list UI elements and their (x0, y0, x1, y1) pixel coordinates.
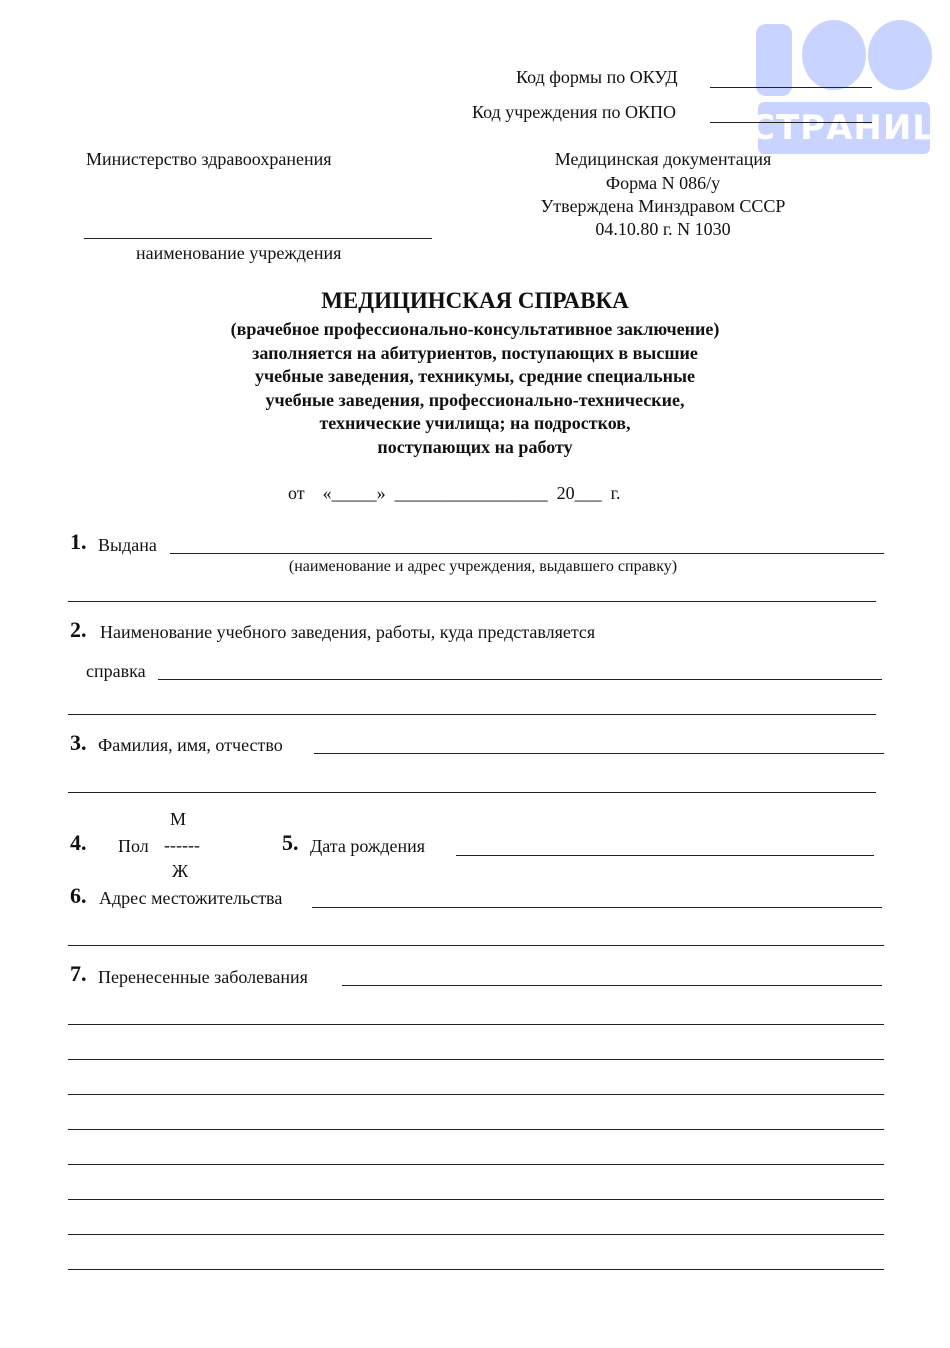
address-field-line-2[interactable] (68, 945, 884, 946)
date-year-field[interactable]: ___ (574, 483, 602, 503)
diseases-field[interactable] (342, 985, 882, 986)
full-name-field[interactable] (314, 753, 884, 754)
field-3-label: Фамилия, имя, отчество (98, 735, 283, 755)
destination-field[interactable] (158, 679, 882, 680)
diseases-field-line[interactable] (68, 1164, 884, 1165)
sex-male-option[interactable]: М (170, 809, 187, 829)
address-field[interactable] (312, 907, 882, 908)
title-line: учебные заведения, техникумы, средние специальные (254, 366, 696, 386)
okpo-label: Код учреждения по ОКПО (472, 102, 677, 122)
date-day-field[interactable]: _____ (331, 483, 377, 503)
issued-by-field-line-2[interactable] (68, 601, 876, 602)
diseases-field-line[interactable] (68, 1234, 884, 1235)
approval-date: 04.10.80 г. N 1030 (595, 219, 731, 239)
institution-field[interactable] (84, 238, 432, 239)
title-line: заполняется на абитуриентов, поступающих в высшие (252, 342, 698, 363)
issued-by-field[interactable] (170, 553, 884, 554)
date-prefix: от (288, 483, 305, 503)
sex-divider: ------ (164, 835, 200, 855)
title-line: поступающих на работу (377, 436, 573, 457)
field-2-label: Наименование учебного заведения, работы, куда представляется (100, 622, 596, 642)
full-name-field-line-2[interactable] (68, 792, 876, 793)
watermark-logo (750, 18, 945, 150)
page-title: МЕДИЦИНСКАЯ СПРАВКА (321, 288, 629, 313)
approved-by: Утверждена Минздравом СССР (540, 196, 786, 216)
diseases-field-line[interactable] (68, 1199, 884, 1200)
date-suffix: г. (610, 483, 621, 503)
title-line: учебные заведения, профессионально-технические, (265, 389, 685, 410)
okud-field[interactable] (710, 87, 872, 88)
diseases-field-line[interactable] (68, 1059, 884, 1060)
okpo-field[interactable] (710, 122, 872, 123)
date-line (288, 482, 621, 504)
date-year-prefix: 20 (556, 483, 575, 503)
title-description (0, 318, 950, 459)
field-4-label: Пол (118, 836, 149, 856)
okud-label: Код формы по ОКУД (516, 67, 678, 87)
field-7-label: Перенесенные заболевания (98, 967, 308, 987)
diseases-field-line[interactable] (68, 1024, 884, 1025)
field-1-number: 1. (70, 529, 87, 554)
destination-field-line-2[interactable] (68, 714, 876, 715)
field-6-label: Адрес местожительства (99, 888, 283, 908)
diseases-field-line[interactable] (68, 1269, 884, 1270)
field-1-caption: (наименование и адрес учреждения, выдавшего справку) (288, 558, 678, 575)
date-month-field[interactable]: _________________ (394, 483, 548, 503)
field-2-label-cont: справка (86, 661, 146, 681)
institution-caption: наименование учреждения (136, 243, 342, 263)
field-5-number: 5. (282, 830, 299, 855)
diseases-field-line[interactable] (68, 1094, 884, 1095)
field-3-number: 3. (70, 730, 87, 755)
diseases-field-line[interactable] (68, 1129, 884, 1130)
birth-date-field[interactable] (456, 855, 874, 856)
date-close-quote: » (376, 483, 386, 503)
field-1-label: Выдана (98, 535, 157, 555)
field-4-number: 4. (70, 830, 87, 855)
field-7-number: 7. (70, 961, 87, 986)
watermark-text: СТРАНИЦ (750, 108, 945, 148)
date-open-quote: « (322, 483, 332, 503)
form-number: Форма N 086/у (605, 173, 721, 193)
sex-female-option[interactable]: Ж (172, 861, 189, 881)
title-line: технические училища; на подростков, (319, 413, 631, 433)
ministry-label: Министерство здравоохранения (86, 149, 332, 169)
field-5-label: Дата рождения (310, 836, 426, 856)
field-2-number: 2. (70, 617, 87, 642)
field-6-number: 6. (70, 883, 87, 908)
title-line: (врачебное профессионально-консультативное заключение) (230, 319, 720, 339)
doc-type: Медицинская документация (554, 149, 772, 169)
